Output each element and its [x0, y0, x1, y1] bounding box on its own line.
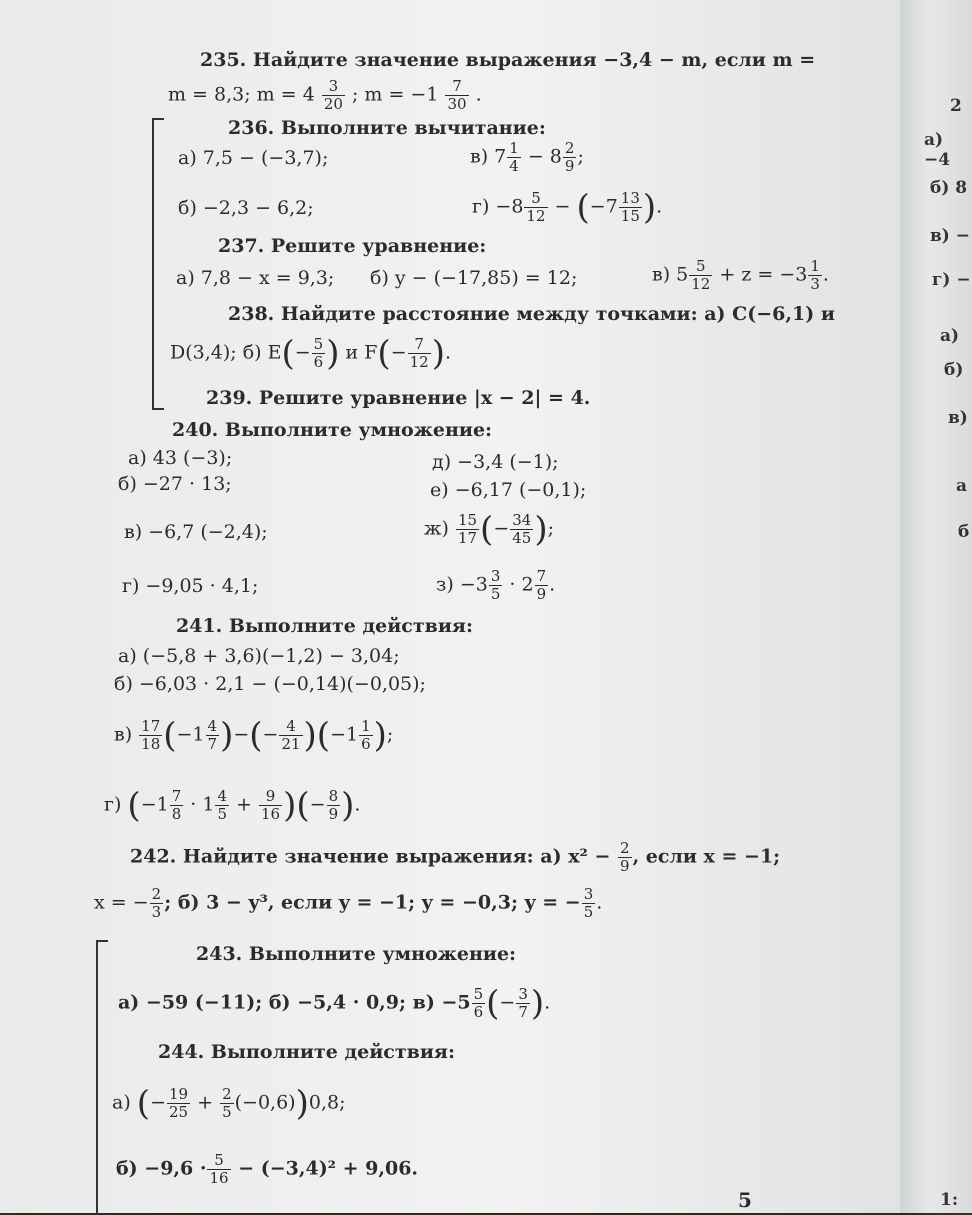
- denominator: 6: [313, 353, 324, 371]
- label: в): [114, 723, 133, 746]
- next-page-item: б) 8: [930, 178, 968, 198]
- fraction: [445, 78, 468, 113]
- text: D(3,4); б) E: [170, 341, 282, 364]
- paren: (: [377, 333, 391, 374]
- fraction: [619, 190, 642, 225]
- denominator: 20: [323, 95, 343, 113]
- text: 0,8;: [308, 1091, 346, 1114]
- punct: .: [822, 263, 829, 286]
- punct: .: [444, 341, 452, 364]
- p237-b: б) y − (−17,85) = 12;: [370, 267, 578, 289]
- denominator: 12: [526, 207, 546, 225]
- next-page-item: г) −: [932, 270, 971, 290]
- paren: ): [530, 983, 545, 1024]
- denominator: 9: [620, 857, 630, 875]
- punct: .: [596, 891, 603, 914]
- numerator: 7: [408, 336, 431, 354]
- fraction: [167, 1086, 190, 1121]
- next-page-item: б: [958, 522, 970, 542]
- denominator: 9: [536, 585, 547, 603]
- label: ж): [424, 517, 449, 540]
- p238-line1: [228, 302, 835, 326]
- label: з) −3: [436, 573, 488, 596]
- punct: .: [656, 195, 663, 218]
- text: +: [191, 1091, 220, 1114]
- next-page-item: б): [944, 360, 964, 380]
- next-page-bottom: 1:: [940, 1190, 959, 1210]
- paren: (: [480, 509, 494, 550]
- p243-title: 243. Выполните умножение:: [196, 943, 517, 965]
- p236-a: а) 7,5 − (−3,7);: [178, 147, 329, 169]
- fraction: [563, 140, 577, 175]
- sign: −: [499, 991, 516, 1014]
- fraction: [327, 788, 341, 823]
- label: а): [112, 1091, 131, 1114]
- denominator: 25: [168, 1103, 189, 1121]
- denominator: 45: [512, 529, 532, 547]
- text: −1: [140, 793, 169, 816]
- text: − 8: [521, 145, 562, 168]
- denominator: 15: [620, 207, 640, 225]
- fraction: [489, 568, 503, 603]
- fraction: [516, 986, 530, 1021]
- paren: ): [431, 333, 445, 374]
- fraction: [456, 512, 479, 547]
- numerator: 3: [518, 985, 528, 1003]
- text: а) −59 (−11); б) −5,4 · 0,9; в) −5: [118, 991, 471, 1014]
- fraction: [170, 788, 184, 823]
- text: + z = −3: [713, 263, 808, 286]
- text: · 2: [503, 573, 534, 596]
- p240-zh: [424, 509, 554, 550]
- denominator: 21: [281, 735, 301, 753]
- p242-line1: [130, 840, 780, 875]
- p240-g: г) −9,05 · 4,1;: [122, 575, 259, 597]
- text: ; б) 3 − y³, если y = −1; y = −0,3; y = −: [164, 891, 581, 914]
- fraction: [359, 718, 373, 753]
- denominator: 3: [810, 275, 820, 293]
- next-page-item: в): [948, 408, 968, 428]
- page-number: 5: [738, 1188, 752, 1212]
- punct: ;: [577, 145, 584, 168]
- fraction: [408, 336, 431, 371]
- label: г): [104, 793, 122, 816]
- numerator: 5: [473, 985, 484, 1003]
- paren: ): [341, 785, 355, 826]
- text: +: [230, 793, 259, 816]
- p239-text: 239. Решите уравнение |x − 2| = 4.: [206, 387, 591, 409]
- paren: ): [326, 333, 340, 374]
- numerator: 8: [328, 787, 339, 805]
- punct: .: [354, 793, 361, 816]
- fraction: [215, 788, 229, 823]
- numerator: 13: [620, 189, 640, 207]
- sign: −: [262, 723, 279, 746]
- punct: ;: [386, 723, 394, 746]
- p236-b: б) −2,3 − 6,2;: [178, 197, 314, 219]
- fraction: [582, 886, 596, 921]
- fraction: [510, 512, 533, 547]
- text: −7: [589, 195, 618, 218]
- text: −: [548, 195, 577, 218]
- fraction: [207, 1152, 230, 1187]
- numerator: 7: [171, 787, 182, 805]
- p241-v: в) $\frac{17}{18}$ (−1 $\frac{4}{7}$ )−(− $\frac{4}{21}$ )(−1 $\frac{1}{6}$ );: [114, 715, 394, 756]
- p236-v: [470, 140, 584, 175]
- numerator: 7: [536, 567, 547, 585]
- p240-a: а) 43 (−3);: [128, 447, 233, 469]
- p241-a: а) (−5,8 + 3,6)(−1,2) − 3,04;: [118, 645, 400, 667]
- sign: −: [150, 1091, 166, 1114]
- paren: ): [642, 187, 657, 228]
- numerator: 2: [151, 885, 162, 903]
- p241-g: [104, 785, 361, 826]
- p240-z: [436, 568, 555, 603]
- p243-items: [118, 983, 551, 1024]
- next-page-item: а): [940, 326, 960, 346]
- paren: ): [220, 715, 234, 756]
- fraction: [808, 258, 822, 293]
- fraction: [150, 886, 164, 921]
- text: −1: [330, 723, 359, 746]
- sign: −: [309, 793, 326, 816]
- denominator: 9: [328, 805, 339, 823]
- sign: −: [294, 341, 311, 364]
- numerator: 2: [620, 839, 630, 857]
- denominator: 12: [691, 275, 711, 293]
- paren: ): [373, 715, 387, 756]
- fraction: [618, 840, 632, 875]
- paren: ): [534, 509, 548, 550]
- fraction: [279, 718, 302, 753]
- denominator: 9: [564, 157, 575, 175]
- numerator: 3: [490, 567, 501, 585]
- denominator: 6: [361, 735, 371, 753]
- p235-text: 235. Найдите значение выражения −3,4 − m, если m =: [200, 49, 816, 71]
- numerator: 1: [509, 139, 519, 157]
- fraction: [507, 140, 521, 175]
- p240-d: д) −3,4 (−1);: [432, 451, 559, 473]
- text: б) −9,6 ·: [116, 1157, 207, 1180]
- numerator: 4: [207, 717, 218, 735]
- denominator: 5: [222, 1103, 232, 1121]
- paren: ): [295, 1083, 309, 1124]
- numerator: 19: [168, 1085, 189, 1103]
- p244-a: [112, 1083, 346, 1124]
- paren: (: [136, 1083, 151, 1124]
- denominator: 16: [261, 805, 281, 823]
- paren: )(: [283, 785, 310, 826]
- numerator: 2: [222, 1085, 232, 1103]
- text: −1: [176, 723, 205, 746]
- fraction: [220, 1086, 234, 1121]
- next-page-item: а: [956, 476, 968, 496]
- p237-a: а) 7,8 − x = 9,3;: [176, 267, 335, 289]
- p241-b: б) −6,03 · 2,1 − (−0,14)(−0,05);: [114, 673, 426, 695]
- denominator: 5: [217, 805, 228, 823]
- p235-value2: ; m = −1: [351, 83, 439, 106]
- p240-title: 240. Выполните умножение:: [172, 419, 493, 441]
- p241-title: 241. Выполните действия:: [176, 615, 473, 637]
- punct: .: [549, 573, 556, 596]
- p235-line1: [200, 48, 815, 72]
- next-page-item: в) −: [930, 226, 971, 246]
- punct: ;: [547, 517, 554, 540]
- p238-text: 238. Найдите расстояние между точками: а) C(−6,1) и: [228, 303, 835, 325]
- p237-v: [652, 258, 829, 293]
- numerator: 5: [524, 190, 547, 208]
- numerator: 3: [583, 885, 594, 903]
- p236-title: 236. Выполните вычитание:: [228, 117, 546, 139]
- p240-b: б) −27 · 13;: [118, 473, 232, 495]
- text: x = −: [94, 891, 149, 914]
- numerator: 9: [259, 788, 282, 806]
- sign: −: [390, 341, 407, 364]
- label: в) 7: [470, 145, 507, 168]
- denominator: 5: [583, 903, 594, 921]
- numerator: 5: [689, 258, 712, 276]
- fraction: [139, 718, 162, 753]
- p242-line2: [94, 886, 602, 921]
- numerator: 1: [361, 717, 371, 735]
- fraction: [524, 190, 547, 225]
- numerator: 1: [810, 257, 820, 275]
- denominator: 3: [151, 903, 162, 921]
- paren: (: [486, 983, 500, 1024]
- denominator: 8: [171, 805, 182, 823]
- next-page-item: а) −4: [924, 130, 951, 170]
- text: 242. Найдите значение выражения: а) x² −: [130, 845, 618, 868]
- numerator: 5: [313, 335, 324, 353]
- p235-value1: m = 8,3; m = 4: [168, 83, 315, 106]
- fraction: [689, 258, 712, 293]
- numerator: 17: [141, 717, 161, 735]
- numerator: 4: [217, 787, 228, 805]
- sign: −: [493, 517, 510, 540]
- p244-title: 244. Выполните действия:: [158, 1041, 455, 1063]
- paren: (: [249, 715, 263, 756]
- paren: (: [163, 715, 177, 756]
- denominator: 5: [490, 585, 501, 603]
- paren: (: [576, 187, 590, 228]
- fraction: [322, 78, 345, 113]
- fraction: [535, 568, 549, 603]
- denominator: 18: [141, 735, 161, 753]
- paren: (: [127, 785, 141, 826]
- punct: .: [544, 991, 551, 1014]
- denominator: 7: [207, 735, 218, 753]
- p239: [206, 386, 590, 410]
- denominator: 7: [518, 1003, 528, 1021]
- numerator: 5: [207, 1152, 230, 1170]
- label: г) −8: [472, 195, 524, 218]
- p240-e: е) −6,17 (−0,1);: [430, 479, 587, 501]
- numerator: 2: [564, 139, 575, 157]
- p237-title: 237. Решите уравнение:: [218, 235, 487, 257]
- text: , если x = −1;: [632, 845, 781, 868]
- denominator: 4: [509, 157, 519, 175]
- text: · 1: [184, 793, 215, 816]
- bracket-243-244: [96, 940, 108, 1215]
- p240-v: в) −6,7 (−2,4);: [124, 521, 268, 543]
- numerator: 7: [445, 78, 468, 96]
- label: в) 5: [652, 263, 689, 286]
- fraction: [206, 718, 220, 753]
- numerator: 34: [512, 511, 532, 529]
- numerator: 3: [322, 78, 345, 96]
- denominator: 12: [409, 353, 429, 371]
- punct: .: [475, 83, 482, 106]
- denominator: 16: [209, 1169, 229, 1187]
- text: и F: [339, 341, 378, 364]
- numerator: 4: [279, 718, 302, 736]
- fraction: [312, 336, 326, 371]
- denominator: 6: [473, 1003, 484, 1021]
- text: − (−3,4)² + 9,06.: [231, 1157, 419, 1180]
- p236-g: [472, 187, 663, 228]
- denominator: 30: [447, 95, 467, 113]
- p238-line2: [170, 333, 452, 374]
- p244-b: [116, 1152, 418, 1187]
- bracket-236-239: [152, 118, 164, 410]
- denominator: 17: [457, 529, 478, 547]
- next-page-corner: 2: [950, 96, 962, 116]
- fraction: [472, 986, 486, 1021]
- fraction: [259, 788, 282, 823]
- paren: )(: [303, 715, 331, 756]
- text: (−0,6): [234, 1091, 296, 1114]
- numerator: 15: [457, 511, 478, 529]
- paren: (: [281, 333, 295, 374]
- p235-line2: [168, 78, 482, 113]
